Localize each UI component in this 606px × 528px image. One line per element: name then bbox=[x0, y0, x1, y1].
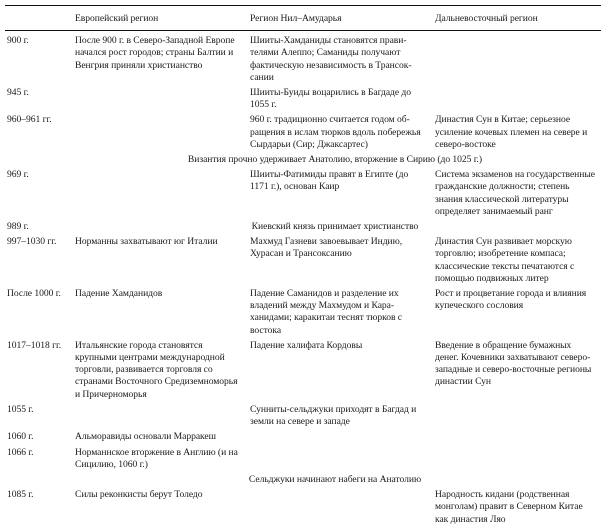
cell-far-east bbox=[433, 31, 601, 86]
table-row bbox=[5, 446, 601, 473]
cell-date: 1055 г. bbox=[7, 403, 34, 415]
cell-date: После 1000 г. bbox=[7, 288, 61, 300]
cell-europe bbox=[73, 113, 248, 153]
table-row-spanning bbox=[5, 220, 601, 235]
table-row bbox=[5, 339, 601, 403]
cell-far-east bbox=[433, 430, 601, 445]
cell-date: 969 г. bbox=[7, 169, 29, 181]
cell-date: 945 г. bbox=[7, 87, 29, 99]
cell-europe bbox=[73, 168, 248, 220]
cell-date: 900 г. bbox=[7, 35, 29, 47]
cell-far-east: Династия Сун в Китае; серьезное усиление кочевых племен на севере и северо-востоке bbox=[435, 114, 588, 150]
cell-spanning-event: Сельджуки начинают набеги на Анатолию bbox=[248, 473, 422, 485]
table-row-spanning bbox=[5, 153, 601, 168]
cell-date: 960–961 гг. bbox=[7, 114, 52, 126]
cell-far-east bbox=[433, 403, 601, 430]
cell-nile-amu: Шииты-Хамданиды становятся правителями Алеппо; Саманиды получают фактическую независимость в Трансоксании bbox=[250, 35, 412, 83]
table-row bbox=[5, 168, 601, 220]
cell-date bbox=[5, 153, 73, 168]
cell-europe: Итальянские города становятся крупными центрами международной торговли, развивается торговля со странами Восточного Средиземноморья и Причерноморья bbox=[75, 339, 238, 400]
cell-nile-amu: Падение Саманидов и разделение их владений между Махмудом и Караханидами; каракитаи теснят тюрков с востока bbox=[250, 288, 402, 336]
cell-europe bbox=[73, 403, 248, 430]
cell-nile-amu bbox=[248, 446, 433, 473]
cell-far-east bbox=[433, 446, 601, 473]
cell-europe: Норманны захватывают юг Италии bbox=[75, 236, 218, 248]
cell-nile-amu: Сунниты-сельджуки приходят в Багдад и земли на севере и западе bbox=[250, 403, 417, 428]
table-row bbox=[5, 31, 601, 86]
cell-far-east: Династия Сун развивает морскую торговлю; изобретение компаса; классические тексты печатаются с помощью подвижных литер bbox=[435, 236, 575, 284]
cell-nile-amu: 960 г. традиционно считается годом обращения в ислам тюрков вдоль побережья Сырдарьи (Сир; Джаксартес) bbox=[250, 114, 421, 150]
chronology-table bbox=[5, 5, 601, 528]
cell-europe: Падение Хамданидов bbox=[75, 288, 163, 300]
cell-date: 1060 г. bbox=[7, 431, 34, 443]
cell-date bbox=[5, 473, 73, 488]
header-europe: Европейский регион bbox=[75, 13, 159, 24]
cell-nile-amu: Махмуд Газневи завоевывает Индию, Хурасан и Трансоксанию bbox=[250, 236, 403, 260]
table-row bbox=[5, 235, 601, 287]
cell-nile-amu: Шииты-Фатимиды правят в Египте (до 1171 г.), основан Каир bbox=[250, 169, 409, 193]
table-row-spanning bbox=[5, 473, 601, 488]
cell-nile-amu: Падение халифата Кордовы bbox=[250, 339, 363, 351]
header-date bbox=[5, 6, 73, 31]
cell-far-east: Система экзаменов на государственные гражданские должности; степень знания классической литературы определяет занимаемый ранг bbox=[435, 169, 595, 217]
table-row bbox=[5, 86, 601, 113]
cell-date: 1066 г. bbox=[7, 446, 34, 458]
cell-europe: Силы реконкисты берут Толедо bbox=[75, 489, 203, 501]
table-row bbox=[5, 403, 601, 430]
table-row bbox=[5, 488, 601, 528]
cell-far-east: Введение в обращение бумажных денег. Кочевники захватывают северо-западные и северо-восточные регионы династии Сун bbox=[435, 339, 592, 388]
cell-nile-amu bbox=[248, 430, 433, 445]
cell-far-east bbox=[433, 86, 601, 113]
cell-spanning-event: Киевский князь принимает христианство bbox=[251, 221, 419, 233]
table-row bbox=[5, 430, 601, 445]
cell-far-east: Народность кидани (родственная монголам) правит в Северном Китае как династия Ляо bbox=[435, 489, 583, 525]
table-row bbox=[5, 287, 601, 339]
cell-europe bbox=[73, 86, 248, 113]
header-nile-amu: Регион Нил–Амударья bbox=[250, 13, 342, 24]
cell-date: 989 г. bbox=[7, 221, 29, 233]
cell-nile-amu: Шииты-Буиды воцарились в Багдаде до 1055 г. bbox=[250, 87, 412, 111]
cell-europe: Норманнское вторжение в Англию (и на Сицилию, 1060 г.) bbox=[75, 446, 238, 470]
cell-date: 997–1030 гг. bbox=[7, 236, 57, 248]
cell-date: 1085 г. bbox=[7, 489, 34, 501]
table-header-row bbox=[5, 6, 601, 31]
cell-europe: Альморавиды основали Марракеш bbox=[75, 431, 216, 443]
cell-spanning-event: Византия прочно удерживает Анатолию, вторжение в Сирию (до 1025 г.) bbox=[187, 154, 483, 166]
cell-date: 1017–1018 гг. bbox=[7, 339, 62, 351]
table-row bbox=[5, 113, 601, 153]
cell-europe: После 900 г. в Северо-Западной Европе начался рост городов; страны Балтии и Венгрия приняли христианство bbox=[75, 35, 235, 71]
header-far-east: Дальневосточный регион bbox=[435, 13, 538, 24]
cell-nile-amu bbox=[248, 488, 433, 528]
cell-far-east: Рост и процветание города и влияния купеческого сословия bbox=[435, 288, 587, 312]
